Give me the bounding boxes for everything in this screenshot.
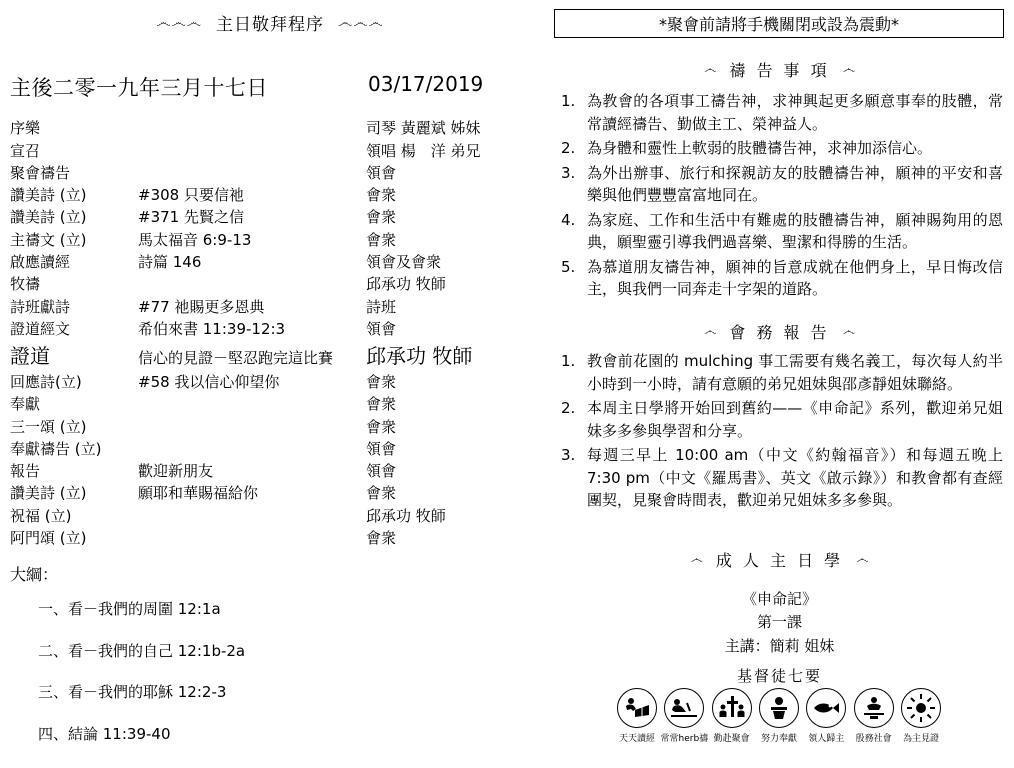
service-order-row — [10, 394, 505, 416]
order-item-detail: #308 只要信祂 — [138, 186, 244, 205]
order-item-person: 會衆 — [366, 529, 397, 548]
list-number: 1. — [561, 92, 576, 110]
ornament-left-icon: ෴෴෴ — [156, 13, 202, 31]
icon-cell — [803, 688, 849, 744]
service-order-row — [10, 118, 505, 140]
list-text: 為家庭、工作和生活中有難處的肢體禱告神，願神賜夠用的恩典，願聖靈引導我們過喜樂、聖潔和得勝的生活。 — [587, 210, 1003, 251]
list-number: 2. — [561, 399, 576, 417]
list-number: 5. — [561, 257, 576, 276]
prayer-kneeling-icon — [664, 688, 704, 728]
outline-item: 二、看－我們的自己 12:1b-2a — [38, 641, 246, 660]
sunday-school-lesson: 第一課 — [756, 613, 802, 632]
order-item-person: 領會 — [366, 439, 397, 458]
order-item-detail — [138, 416, 366, 438]
order-item-detail: 信心的見證－堅忍跑完這比賽 — [138, 349, 334, 368]
service-order-banner — [60, 10, 480, 35]
outline-item: 三、看－我們的耶穌 12:2-3 — [38, 683, 227, 701]
service-order-row — [10, 163, 505, 185]
ornament-left-icon: ෴ — [690, 552, 703, 567]
business-section-heading — [545, 320, 1014, 343]
order-item-person: 領會 — [366, 320, 397, 338]
order-item-person: 會衆 — [366, 186, 397, 205]
order-item-name: 啟應讀經 — [10, 253, 71, 272]
order-item-detail — [138, 118, 366, 140]
order-item-name: 奉獻禱告 (立) — [10, 439, 102, 458]
order-item-detail: #77 祂賜更多恩典 — [138, 297, 265, 316]
order-item-name: 宣召 — [10, 141, 41, 160]
sunday-school-heading — [545, 548, 1014, 571]
date-english: 03/17/2019 — [368, 72, 484, 96]
icon-cell — [661, 688, 707, 744]
list-number: 4. — [561, 210, 576, 229]
order-item-detail: 願耶和華賜福給你 — [138, 484, 259, 503]
service-order-row — [10, 341, 505, 372]
business-item — [561, 397, 1003, 442]
order-item-name: 讚美詩 (立) — [10, 186, 87, 205]
service-order-row — [10, 372, 505, 394]
order-item-name: 序樂 — [10, 119, 41, 138]
service-order-row — [10, 461, 505, 483]
prayer-item — [561, 256, 1003, 301]
serving-icon — [854, 688, 894, 728]
prayer-section-heading — [545, 58, 1014, 81]
order-item-name: 證道經文 — [10, 320, 71, 338]
order-item-detail — [138, 394, 366, 416]
right-column — [545, 0, 1014, 768]
order-item-detail: 希伯來書 11:39-12:3 — [138, 320, 286, 338]
ornament-right-icon: ෴෴෴ — [338, 13, 384, 31]
icon-caption: 勤赴聚會 — [713, 734, 750, 744]
ornament-left-icon: ෴ — [704, 324, 717, 339]
service-order-row — [10, 207, 505, 229]
fishing-evangelism-icon — [806, 688, 846, 728]
icon-cell — [756, 688, 802, 744]
order-item-name: 阿門頌 (立) — [10, 529, 87, 548]
sunday-school-book: 《申命記》 — [741, 590, 817, 608]
order-item-detail: #371 先賢之信 — [138, 208, 244, 227]
service-order-title: 主日敬拜程序 — [216, 15, 324, 35]
order-item-person: 會衆 — [366, 417, 397, 436]
list-text: 為教會的各項事工禱告神，求神興起更多願意事奉的肢體，常常讀經禱告、勤做主工、榮神益人。 — [587, 92, 1003, 133]
witness-icon — [901, 688, 941, 728]
outline-item: 一、看－我們的周圍 12:1a — [38, 600, 221, 618]
prayer-items-list — [561, 90, 1003, 303]
date-row — [10, 72, 490, 102]
order-item-person: 會衆 — [366, 395, 397, 414]
order-item-person: 領唱 楊 洋 弟兄 — [366, 141, 481, 160]
icon-cell — [898, 688, 944, 744]
order-item-name: 證道 — [10, 344, 50, 369]
list-text: 教會前花園的 mulching 事工需要有幾名義工，每次每人約半小時到一小時，請有意願的弟兄姐妹與邵彥靜姐妹聯絡。 — [587, 352, 1003, 393]
phone-notice-box — [554, 9, 1004, 38]
ornament-right-icon: ෴ — [842, 324, 855, 339]
order-item-detail — [138, 506, 366, 528]
icon-caption: 努力奉獻 — [760, 734, 797, 744]
order-item-name: 牧禱 — [10, 275, 41, 294]
list-number: 3. — [561, 163, 576, 182]
ornament-left-icon: ෴ — [704, 62, 717, 77]
seven-essentials-icon-strip — [614, 688, 944, 744]
date-chinese: 主後二零一九年三月十七日 — [10, 76, 268, 100]
order-item-name: 主禱文 (立) — [10, 230, 87, 249]
icon-caption: 天天讀經 — [618, 734, 655, 744]
outline-item: 四、結論 11:39-40 — [38, 724, 171, 743]
list-text: 每週三早上 10:00 am（中文《約翰福音》）和每週五晚上 7:30 pm（中文《羅馬書》、英文《啟示錄》）和教會都有查經團契，見聚會時間表，歡迎弟兄姐妹多多參與。 — [587, 446, 1003, 509]
prayer-item — [561, 209, 1003, 254]
icon-cell — [851, 688, 897, 744]
service-order-row — [10, 483, 505, 505]
order-item-detail: 歡迎新朋友 — [138, 462, 214, 481]
order-item-detail — [138, 439, 366, 461]
order-item-detail: #58 我以信心仰望你 — [138, 372, 280, 391]
service-order-row — [10, 439, 505, 461]
list-text: 本周主日學將开始回到舊約——《申命記》系列，歡迎弟兄姐妹多多參與學習和分享。 — [587, 399, 1003, 440]
sunday-school-heading-text: 成 人 主 日 學 — [715, 551, 844, 570]
list-text: 為身體和靈性上軟弱的肢體禱告神，求神加添信心。 — [587, 139, 933, 157]
worship-attendance-icon — [712, 688, 752, 728]
service-order-row — [10, 506, 505, 528]
order-item-person: 司琴 黃麗斌 姊妹 — [366, 119, 481, 138]
service-order-row — [10, 319, 505, 341]
prayer-heading-text: 禱 告 事 項 — [729, 61, 830, 80]
business-heading-text: 會 務 報 告 — [729, 323, 830, 342]
icon-caption: 常常herb禱 — [660, 734, 709, 744]
order-item-person: 會衆 — [366, 372, 397, 391]
service-order-row — [10, 185, 505, 207]
prayer-item — [561, 90, 1003, 135]
list-text: 為外出辦事、旅行和探親訪友的肢體禱告神，願神的平安和喜樂與他們豐豐富富地同在。 — [587, 163, 1003, 204]
order-item-person: 領會 — [366, 163, 397, 182]
prayer-item — [561, 137, 1003, 160]
order-item-detail: 馬太福音 6:9-13 — [138, 230, 252, 249]
list-number: 3. — [561, 446, 576, 464]
order-item-person: 邱承功 牧師 — [366, 344, 473, 369]
order-item-name: 祝福 (立) — [10, 506, 72, 525]
order-item-person: 邱承功 牧師 — [366, 275, 446, 294]
service-order-row — [10, 297, 505, 319]
prayer-item — [561, 162, 1003, 207]
order-item-person: 領會及會衆 — [366, 253, 442, 272]
list-number: 2. — [561, 139, 576, 157]
business-items-list — [561, 350, 1003, 514]
order-item-person: 會衆 — [366, 484, 397, 503]
order-item-name: 讚美詩 (立) — [10, 208, 87, 227]
icon-caption: 領人歸主 — [808, 734, 845, 744]
service-order-row — [10, 528, 505, 550]
seven-essentials-title: 基督徒七要 — [736, 667, 822, 685]
business-item — [561, 444, 1003, 512]
service-order-row — [10, 252, 505, 274]
order-item-detail — [138, 528, 366, 550]
list-text: 為慕道朋友禱告神，願神的旨意成就在他們身上，早日悔改信主，與我們一同奔走十字架的道路。 — [587, 257, 1003, 298]
order-item-person: 會衆 — [366, 208, 397, 227]
order-item-detail — [138, 163, 366, 185]
list-number: 1. — [561, 352, 576, 370]
ornament-right-icon: ෴ — [856, 552, 869, 567]
order-item-name: 聚會禱告 — [10, 163, 71, 182]
business-item — [561, 350, 1003, 395]
order-item-person: 領會 — [366, 462, 397, 481]
order-item-detail: 詩篇 146 — [138, 253, 202, 272]
service-order-row — [10, 230, 505, 252]
icon-cell — [614, 688, 660, 744]
order-item-person: 邱承功 牧師 — [366, 506, 446, 525]
order-item-detail — [138, 140, 366, 162]
order-item-name: 讚美詩 (立) — [10, 484, 87, 503]
icon-caption: 殷務社會 — [855, 734, 892, 744]
order-item-person: 詩班 — [366, 297, 397, 316]
sunday-school-body — [545, 588, 1014, 658]
order-item-detail — [138, 274, 366, 296]
phone-notice-text: *聚會前請將手機關閉或設為震動* — [658, 15, 899, 34]
order-item-person: 會衆 — [366, 230, 397, 249]
icon-caption: 為主見證 — [902, 734, 939, 744]
order-item-name: 報告 — [10, 462, 41, 481]
ornament-right-icon: ෴ — [842, 62, 855, 77]
service-order-row — [10, 274, 505, 296]
service-order-row — [10, 416, 505, 438]
sunday-school-teacher: 主講：簡莉 姐妹 — [724, 636, 835, 655]
icon-cell — [709, 688, 755, 744]
service-order-row — [10, 140, 505, 162]
bible-reading-icon — [617, 688, 657, 728]
order-item-name: 回應詩(立) — [10, 372, 82, 391]
order-item-name: 詩班獻詩 — [10, 297, 71, 316]
offering-icon — [759, 688, 799, 728]
order-item-name: 奉獻 — [10, 395, 41, 414]
sermon-outline-title: 大綱： — [10, 565, 59, 584]
order-item-name: 三一頌 (立) — [10, 417, 87, 436]
sermon-outline-list — [38, 600, 245, 766]
service-order-table — [10, 118, 505, 550]
